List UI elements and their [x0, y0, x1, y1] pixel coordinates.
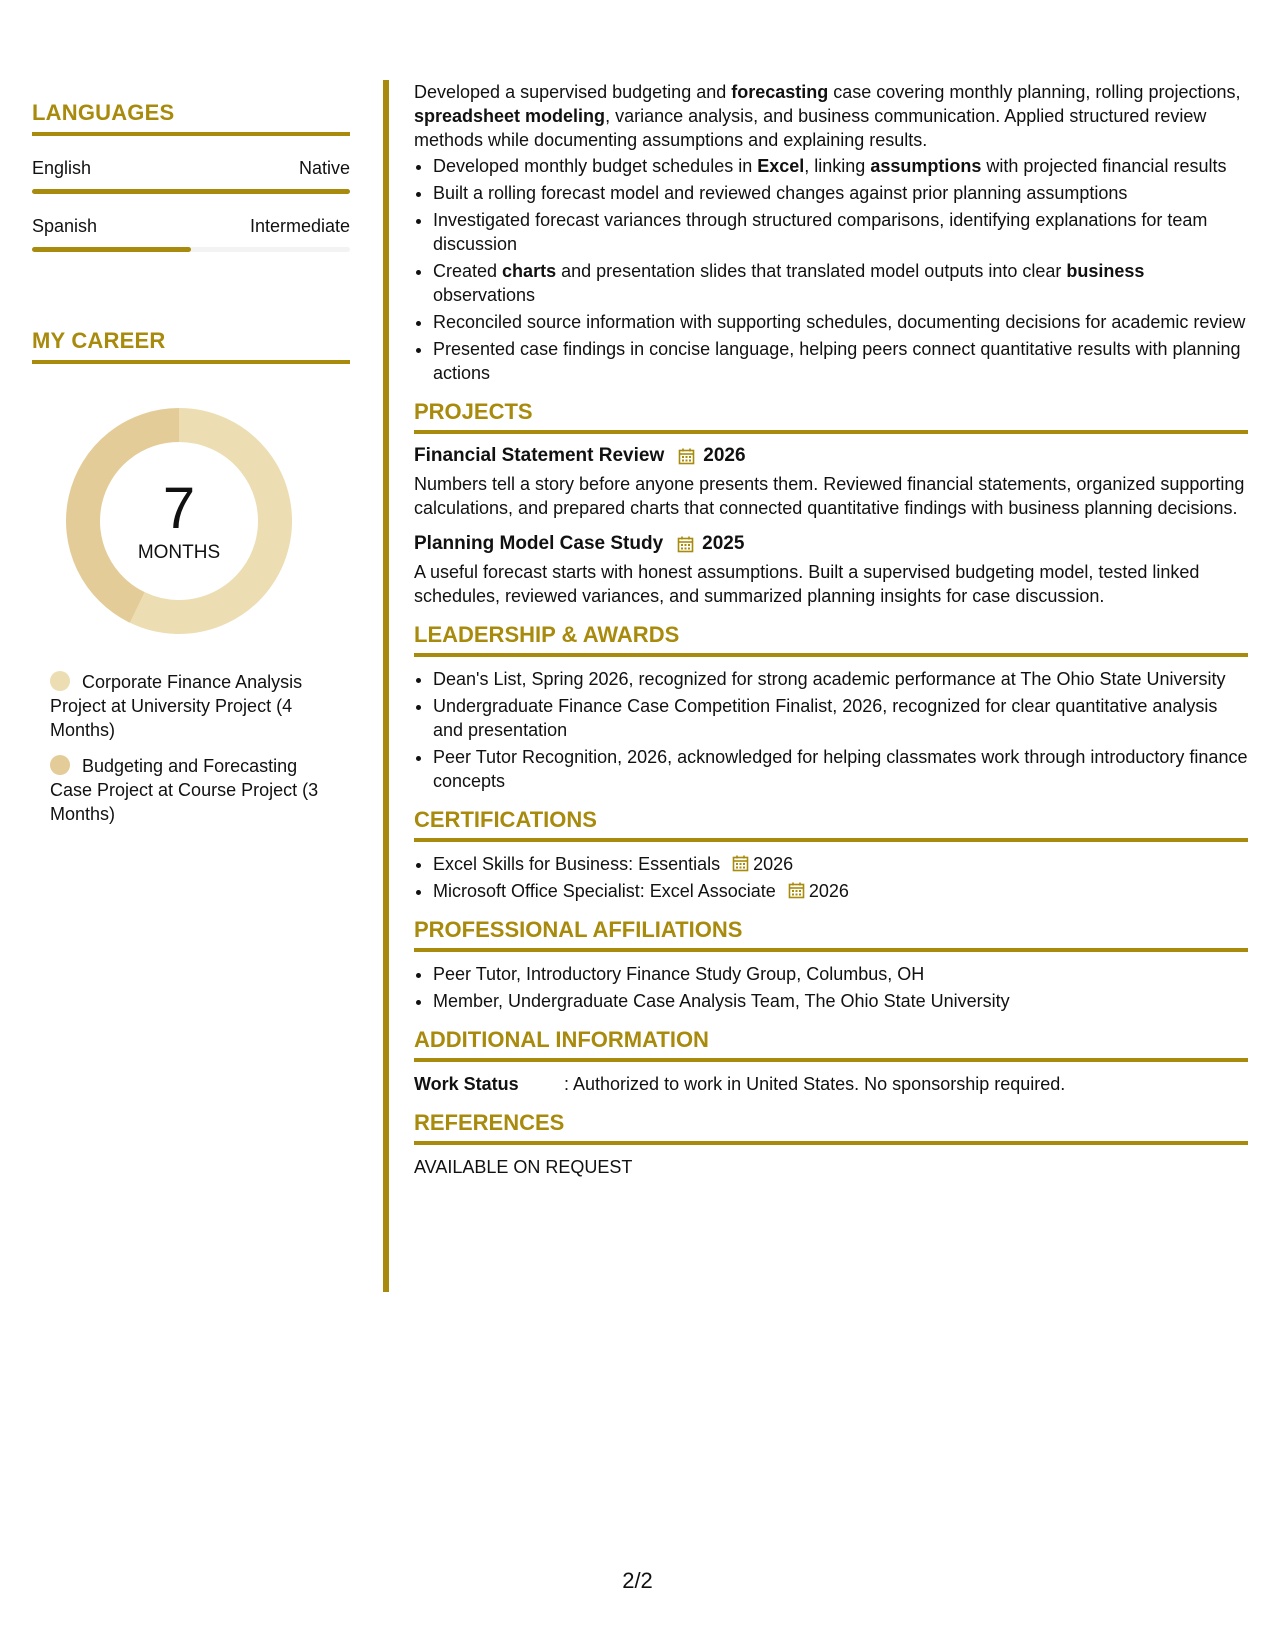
calendar-icon — [788, 881, 805, 898]
experience-bullet — [433, 337, 1248, 385]
language-name: English — [32, 158, 92, 178]
experience-bullets — [414, 154, 1248, 385]
leadership-list — [414, 667, 1248, 793]
legend-dot-icon — [50, 671, 70, 691]
text-run: Developed monthly budget schedules in — [433, 156, 758, 176]
career-legend — [50, 670, 320, 826]
certification-year: 2026 — [808, 881, 849, 901]
list-item — [433, 852, 1248, 876]
list-item: • Dean's List, Spring 2026, recognized for strong academic performance at The Ohio State University — [433, 667, 1248, 691]
page-number: 2/2 — [622, 1568, 653, 1593]
project-year: 2026 — [703, 445, 746, 466]
experience-bullet — [433, 181, 1248, 205]
project-name: Financial Statement Review — [414, 445, 665, 466]
experience-bullet — [433, 259, 1248, 307]
project-description: Numbers tell a story before anyone presents them. Reviewed financial statements, organized supporting calculations, and prepared charts that connected quantitative findings with business planning decisions. — [414, 474, 1245, 518]
list-item: • Member, Undergraduate Case Analysis Team, The Ohio State University — [433, 989, 1248, 1013]
list-item: • Undergraduate Finance Case Competition Finalist, 2026, recognized for clear quantitative analysis and presentation — [433, 694, 1248, 742]
project-name: Planning Model Case Study — [414, 533, 664, 554]
column-divider — [383, 80, 389, 1292]
references-text: AVAILABLE ON REQUEST — [414, 1157, 633, 1177]
work-status-label: Work Status — [414, 1074, 519, 1094]
bold-keyword: spreadsheet modeling — [414, 106, 606, 126]
career-heading: MY CAREER — [32, 328, 350, 364]
text-run: observations — [433, 285, 536, 305]
certification-name: Microsoft Office Specialist: Excel Associate — [433, 881, 776, 901]
language-proficiency-bar — [32, 247, 350, 252]
bold-keyword: assumptions — [870, 156, 982, 176]
project-item — [414, 532, 1248, 608]
legend-item — [50, 670, 320, 742]
career-donut-chart — [66, 408, 292, 634]
bold-keyword: Excel — [757, 156, 805, 176]
affiliations-list — [414, 962, 1248, 1013]
bold-keyword: charts — [502, 261, 557, 281]
languages-heading: LANGUAGES — [32, 100, 350, 136]
work-status-value: : Authorized to work in United States. No sponsorship required. — [564, 1074, 1066, 1094]
career-total-unit: MONTHS — [137, 542, 221, 563]
references-heading: REFERENCES — [414, 1111, 1248, 1145]
legend-item — [50, 754, 320, 826]
language-name: Spanish — [32, 216, 98, 236]
certification-name: Excel Skills for Business: Essentials — [433, 854, 721, 874]
text-run: Created — [433, 261, 503, 281]
language-item — [32, 216, 350, 252]
text-run: Developed a supervised budgeting and — [414, 82, 732, 102]
list-item: • Peer Tutor, Introductory Finance Study Group, Columbus, OH — [433, 962, 1248, 986]
calendar-icon — [678, 448, 695, 465]
text-run: with projected financial results — [981, 156, 1227, 176]
language-proficiency-fill — [32, 189, 350, 194]
language-proficiency-fill — [32, 247, 191, 252]
calendar-icon — [732, 854, 749, 871]
text-run: and presentation slides that translated model outputs into clear — [556, 261, 1067, 281]
experience-bullet — [433, 310, 1248, 334]
language-item — [32, 158, 350, 194]
certifications-heading: CERTIFICATIONS — [414, 808, 1248, 842]
project-description: A useful forecast starts with honest assumptions. Built a supervised budgeting model, tested linked schedules, reviewed variances, and summarized planning insights for case discussion. — [414, 562, 1200, 606]
project-item — [414, 444, 1248, 520]
text-run: case covering monthly planning, rolling projections, — [828, 82, 1241, 102]
list-item — [433, 879, 1248, 903]
main-content — [414, 80, 1248, 1179]
experience-summary — [414, 80, 1248, 152]
text-run: Built a rolling forecast model and reviewed changes against prior planning assumptions — [433, 183, 1128, 203]
leadership-heading: LEADERSHIP & AWARDS — [414, 623, 1248, 657]
calendar-icon — [677, 536, 694, 553]
bold-keyword: forecasting — [731, 82, 829, 102]
experience-bullet — [433, 154, 1248, 178]
projects-heading: PROJECTS — [414, 400, 1248, 434]
text-run: Reconciled source information with supporting schedules, documenting decisions for academic review — [433, 312, 1246, 332]
certifications-list — [414, 852, 1248, 903]
sidebar — [32, 100, 350, 838]
text-run: Presented case findings in concise language, helping peers connect quantitative results with planning actions — [433, 339, 1241, 383]
language-level: Intermediate — [249, 216, 350, 236]
text-run: , variance analysis, and business communication. Applied structured review methods while documenting assumptions and explaining results. — [414, 106, 1207, 150]
work-status-row — [414, 1072, 1248, 1096]
language-proficiency-bar — [32, 189, 350, 194]
legend-label: Budgeting and Forecasting Case Project at Course Project (3 Months) — [50, 756, 319, 824]
affiliations-heading: PROFESSIONAL AFFILIATIONS — [414, 918, 1248, 952]
career-total-number: 7 — [162, 476, 196, 541]
experience-bullet — [433, 208, 1248, 256]
text-run: , linking — [804, 156, 871, 176]
legend-dot-icon — [50, 755, 70, 775]
text-run: Investigated forecast variances through structured comparisons, identifying explanations for team discussion — [433, 210, 1208, 254]
legend-label: Corporate Finance Analysis Project at University Project (4 Months) — [50, 672, 303, 740]
language-level: Native — [298, 158, 350, 178]
bold-keyword: business — [1066, 261, 1145, 281]
certification-year: 2026 — [753, 854, 794, 874]
additional-info-heading: ADDITIONAL INFORMATION — [414, 1028, 1248, 1062]
list-item: • Peer Tutor Recognition, 2026, acknowledged for helping classmates work through introductory finance concepts — [433, 745, 1248, 793]
project-year: 2025 — [702, 533, 745, 554]
